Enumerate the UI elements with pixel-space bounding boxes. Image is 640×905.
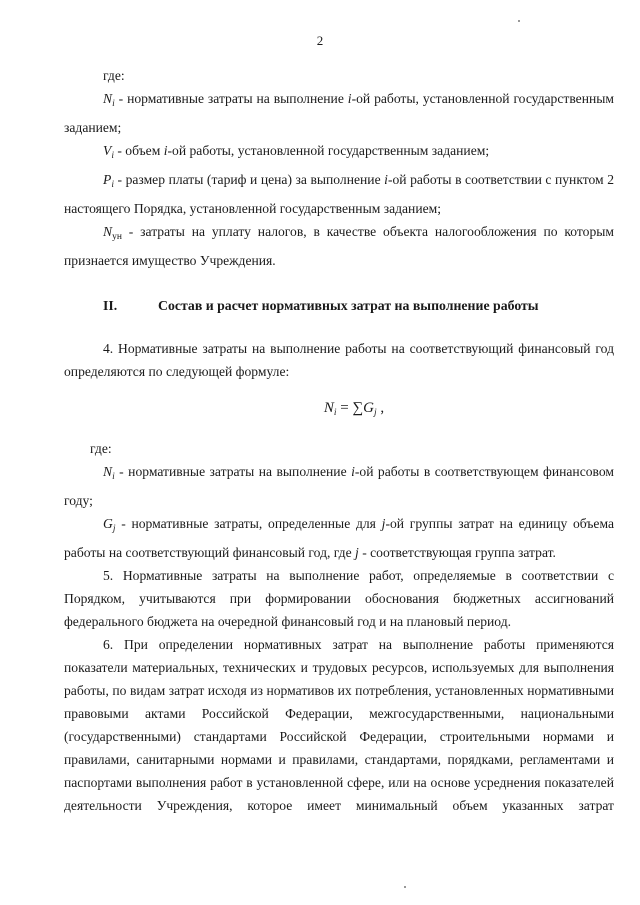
definitions-intro-2: где: (90, 441, 112, 456)
symbol-sub: i (112, 472, 115, 482)
definition-text: - затраты на уплату налогов, в качестве объекта налогообложения по которым признается имущество Учреждения. (64, 224, 614, 268)
definition-text: - нормативные затраты на выполнение (114, 91, 348, 106)
var-i: i (384, 172, 388, 187)
definitions-intro: где: (103, 68, 125, 83)
definition-nun (64, 220, 614, 272)
symbol-n: N (103, 91, 113, 106)
var-i: i (351, 464, 355, 479)
symbol-sub: i (111, 180, 114, 190)
definition-text: - нормативные затраты на выполнение (114, 464, 352, 479)
definition-text: - размер платы (тариф и цена) за выполнение (113, 172, 385, 187)
symbol-v: V (103, 143, 112, 158)
definition-text: - объем (113, 143, 164, 158)
symbol-sub: ун (112, 232, 122, 242)
symbol-sub: i (111, 151, 114, 161)
paragraph-5: 5. Нормативные затраты на выполнение работ, определяемые в соответствии с Порядком, учитываются при формировании обоснования бюджетных ассигнований федерального бюджета на очередной финансовый год и на плановый период. (64, 568, 614, 629)
symbol-n: N (103, 464, 113, 479)
formula-lhs-sub: i (333, 408, 337, 418)
paragraph-6: 6. При определении нормативных затрат на выполнение работы применяются показатели материальных, технических и трудовых ресурсов, используемых для выполнения работы, по видам затрат исходя из нормативов их потребления, установленных нормативными правовыми актами Российской Федерации, межгосударственными, национальными (государственными) стандартами Российской Федерации, строительными нормами и правилами, санитарными нормами и правилами, стандартами, порядками, регламентами и паспортами выполнения работ в установленной сфере, или на основе усреднения показателей деятельности Учреждения, которое имеет минимальный объем указанных затрат (64, 637, 614, 813)
section-title: Состав и расчет нормативных затрат на выполнение работы (158, 298, 539, 313)
paragraph-4: 4. Нормативные затраты на выполнение работы на соответствующий финансовый год определяются по следующей формуле: (64, 341, 614, 379)
definition-rest: -ой работы в соответствующем финансовом году; (64, 464, 614, 508)
var-j: j (355, 545, 359, 560)
definition-ni (64, 87, 614, 139)
definition-rest: - соответствующая группа затрат. (358, 545, 556, 560)
definition-rest: -ой работы, установленной государственным заданием; (167, 143, 490, 158)
definition-pi (64, 168, 614, 220)
symbol-sub: i (112, 99, 115, 109)
definition-rest: -ой работы в соответствии с пунктом 2 настоящего Порядка, установленной государственным заданием; (64, 172, 614, 216)
definition-mid: -ой группы затрат на единицу объема работы на соответствующий финансовый год, где (64, 516, 614, 560)
scan-speck (518, 20, 520, 22)
formula-lhs: N (323, 400, 334, 416)
formula-rhs-sub: j (374, 408, 377, 418)
var-i: i (163, 143, 168, 158)
section-number: II. (103, 298, 118, 313)
definition-vi (64, 139, 614, 168)
scan-speck (404, 886, 406, 888)
formula-rhs: G (363, 400, 374, 416)
symbol-n: N (103, 224, 113, 239)
definition-gj (64, 512, 614, 564)
definition-ni-2 (64, 460, 614, 512)
formula-sum: = ∑ (336, 400, 364, 416)
formula (64, 397, 614, 425)
symbol-sub: j (112, 524, 116, 534)
definition-rest: -ой работы, установленной государственным заданием; (64, 91, 614, 135)
page-number: 2 (316, 33, 324, 48)
var-i: i (347, 91, 352, 106)
symbol-p: P (103, 172, 112, 187)
definition-text: - нормативные затраты, определенные для (115, 516, 382, 531)
var-j: j (381, 516, 386, 531)
formula-tail: , (376, 400, 385, 416)
section-heading (64, 294, 614, 317)
symbol-g: G (103, 516, 113, 531)
document-body (64, 64, 614, 817)
